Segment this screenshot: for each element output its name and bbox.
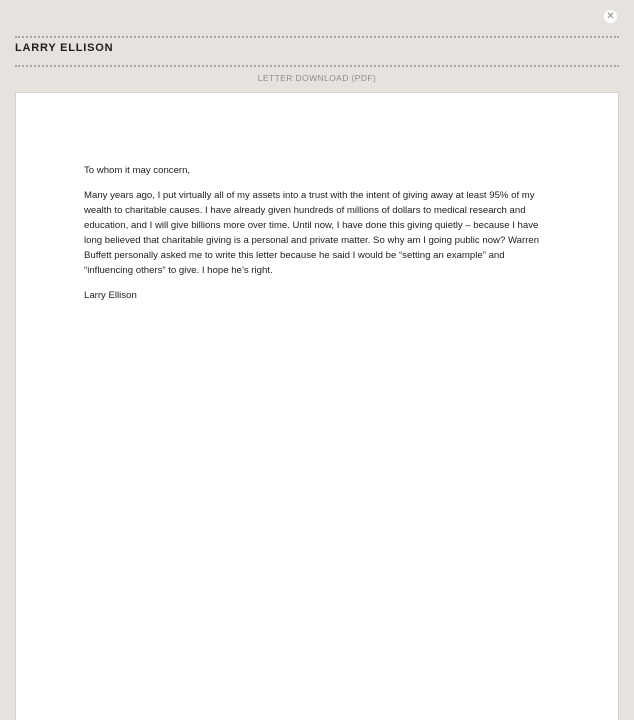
- letter-body: Many years ago, I put virtually all of my assets into a trust with the intent of giving away at least 95% of my wealth to charitable causes. I have already given hundreds of millions of dollars to medical research and education, and I will give billions more over time. Until now, I have done this giving quietly – because I have long believed that charitable giving is a personal and private matter. So why am I going public now? Warren Buffett personally asked me to write this letter because he said I would be “setting an example” and “influencing others” to give. I hope he’s right.: [84, 190, 540, 276]
- letter-signature: Larry Ellison: [84, 290, 137, 301]
- dotted-divider-bottom: [15, 65, 619, 67]
- dotted-divider-top: [15, 36, 619, 38]
- page-title: LARRY ELLISON: [15, 42, 114, 54]
- letter-document: [15, 92, 619, 720]
- letter-text: [84, 163, 546, 313]
- letter-download-link[interactable]: LETTER DOWNLOAD (PDF): [257, 73, 377, 83]
- letter-salutation: To whom it may concern,: [84, 165, 191, 176]
- close-icon[interactable]: ✕: [604, 10, 617, 23]
